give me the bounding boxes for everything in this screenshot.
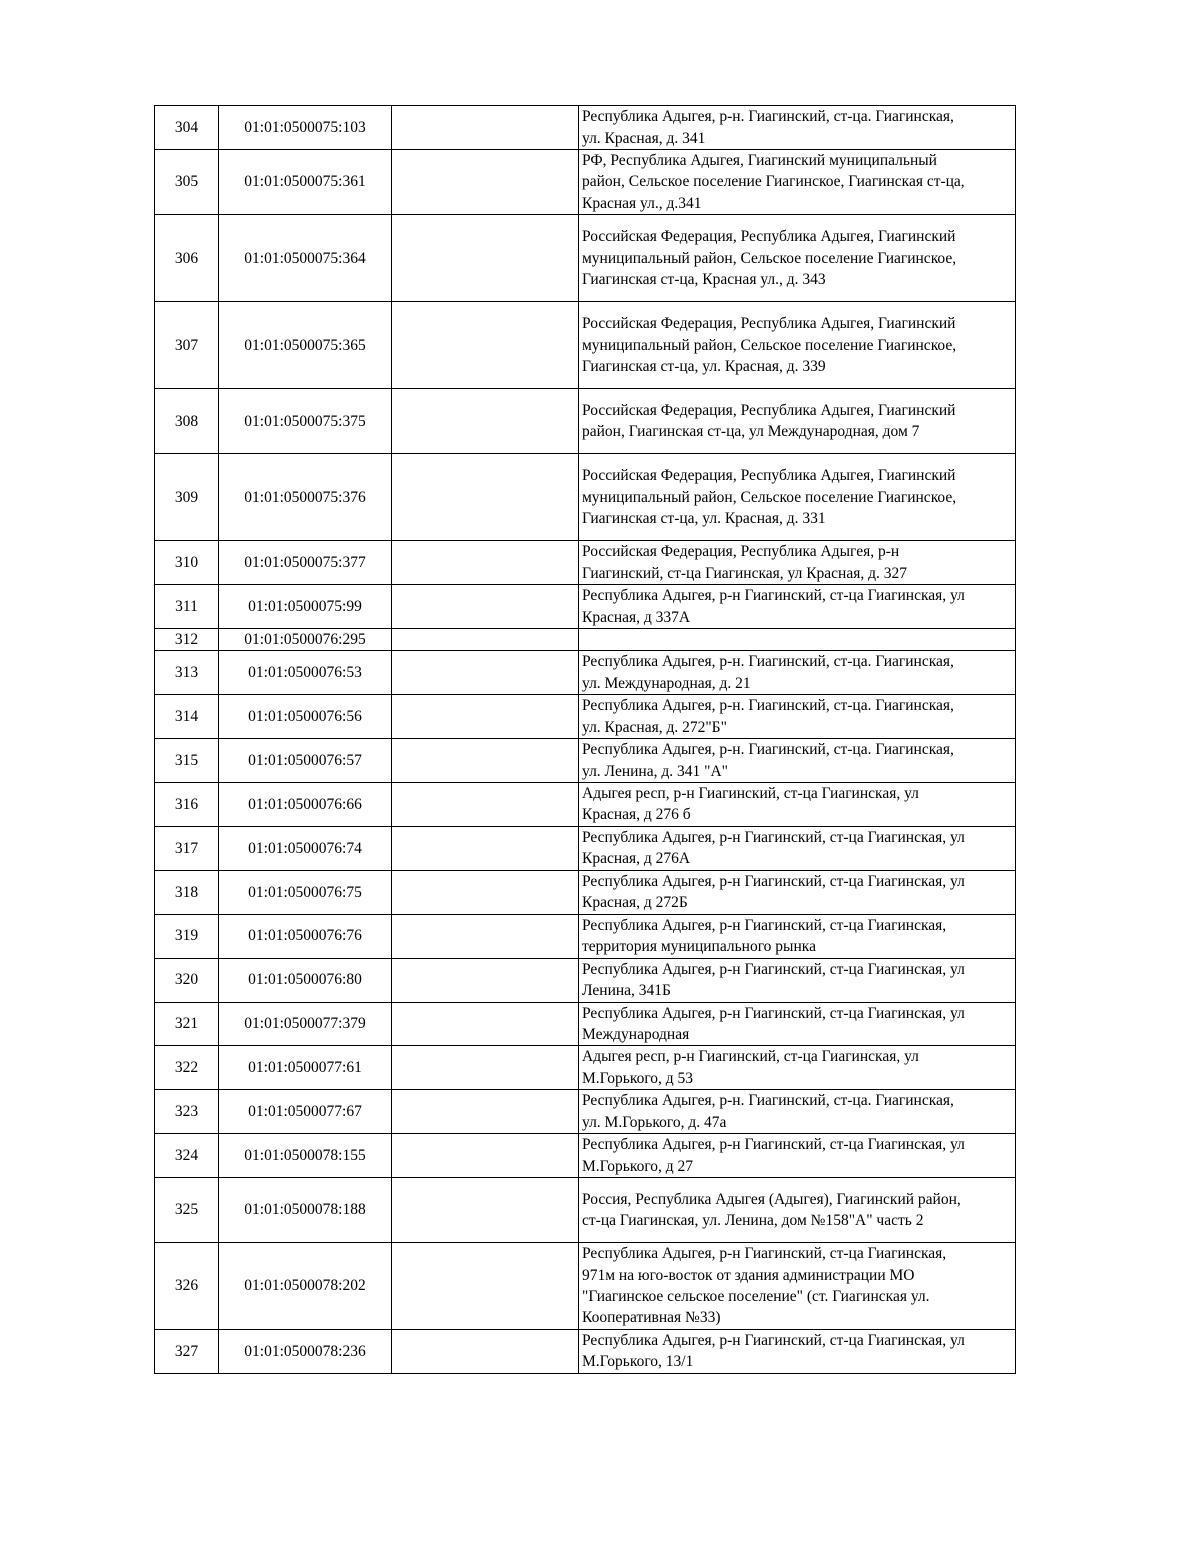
empty-cell — [392, 585, 579, 629]
row-number-cell: 326 — [155, 1242, 219, 1329]
empty-cell — [392, 215, 579, 302]
empty-cell — [392, 826, 579, 870]
address-cell: Республика Адыгея, р-н Гиагинский, ст-ца Гиагинская, ул Красная, д 337А — [579, 585, 1016, 629]
row-number-cell: 304 — [155, 106, 219, 150]
address-cell: Адыгея респ, р-н Гиагинский, ст-ца Гиагинская, ул М.Горького, д 53 — [579, 1046, 1016, 1090]
address-cell: Республика Адыгея, р-н Гиагинский, ст-ца Гиагинская, ул Красная, д 272Б — [579, 870, 1016, 914]
table-row — [155, 826, 1016, 870]
empty-cell — [392, 106, 579, 150]
table-row — [155, 389, 1016, 454]
row-number-cell: 320 — [155, 958, 219, 1002]
address-cell: Республика Адыгея, р-н Гиагинский, ст-ца Гиагинская, ул Международная — [579, 1002, 1016, 1046]
table-row — [155, 958, 1016, 1002]
cadastral-number-cell: 01:01:0500078:155 — [219, 1134, 392, 1178]
empty-cell — [392, 454, 579, 541]
cadastral-number-cell: 01:01:0500075:375 — [219, 389, 392, 454]
cadastral-number-cell: 01:01:0500075:364 — [219, 215, 392, 302]
table-row — [155, 1002, 1016, 1046]
table-row — [155, 651, 1016, 695]
cadastral-number-cell: 01:01:0500075:377 — [219, 541, 392, 585]
cadastral-number-cell: 01:01:0500077:379 — [219, 1002, 392, 1046]
address-cell: Республика Адыгея, р-н Гиагинский, ст-ца Гиагинская, территория муниципального рынка — [579, 914, 1016, 958]
address-cell: Российская Федерация, Республика Адыгея, Гиагинский район, Гиагинская ст-ца, ул Международная, дом 7 — [579, 389, 1016, 454]
empty-cell — [392, 958, 579, 1002]
row-number-cell: 313 — [155, 651, 219, 695]
cadastral-number-cell: 01:01:0500076:80 — [219, 958, 392, 1002]
address-cell: Республика Адыгея, р-н Гиагинский, ст-ца Гиагинская, 971м на юго-восток от здания администрации МО "Гиагинское сельское поселение" (ст. Гиагинская ул. Кооперативная №33) — [579, 1242, 1016, 1329]
table-row — [155, 1329, 1016, 1373]
row-number-cell: 324 — [155, 1134, 219, 1178]
registry-body — [155, 106, 1016, 1374]
cadastral-number-cell: 01:01:0500078:188 — [219, 1177, 392, 1242]
empty-cell — [392, 302, 579, 389]
cadastral-number-cell: 01:01:0500075:103 — [219, 106, 392, 150]
address-cell: Республика Адыгея, р-н Гиагинский, ст-ца Гиагинская, ул М.Горького, д 27 — [579, 1134, 1016, 1178]
table-row — [155, 1046, 1016, 1090]
empty-cell — [392, 1242, 579, 1329]
empty-cell — [392, 1329, 579, 1373]
row-number-cell: 307 — [155, 302, 219, 389]
table-row — [155, 1242, 1016, 1329]
row-number-cell: 315 — [155, 739, 219, 783]
cadastral-number-cell: 01:01:0500075:376 — [219, 454, 392, 541]
address-cell: Республика Адыгея, р-н Гиагинский, ст-ца Гиагинская, ул Ленина, 341Б — [579, 958, 1016, 1002]
empty-cell — [392, 150, 579, 215]
cadastral-number-cell: 01:01:0500076:56 — [219, 695, 392, 739]
empty-cell — [392, 1046, 579, 1090]
row-number-cell: 309 — [155, 454, 219, 541]
address-cell: Российская Федерация, Республика Адыгея, р-н Гиагинский, ст-ца Гиагинская, ул Красная, д. 327 — [579, 541, 1016, 585]
table-row — [155, 870, 1016, 914]
table-row — [155, 106, 1016, 150]
row-number-cell: 311 — [155, 585, 219, 629]
address-cell: РФ, Республика Адыгея, Гиагинский муниципальный район, Сельское поселение Гиагинское, Гиагинская ст-ца, Красная ул., д.341 — [579, 150, 1016, 215]
address-cell: Республика Адыгея, р-н. Гиагинский, ст-ца. Гиагинская, ул. Ленина, д. 341 "А" — [579, 739, 1016, 783]
row-number-cell: 323 — [155, 1090, 219, 1134]
cadastral-number-cell: 01:01:0500077:61 — [219, 1046, 392, 1090]
empty-cell — [392, 651, 579, 695]
registry-table — [154, 105, 1016, 1374]
table-row — [155, 1090, 1016, 1134]
cadastral-number-cell: 01:01:0500075:361 — [219, 150, 392, 215]
row-number-cell: 316 — [155, 783, 219, 827]
row-number-cell: 306 — [155, 215, 219, 302]
cadastral-number-cell: 01:01:0500076:74 — [219, 826, 392, 870]
address-cell: Республика Адыгея, р-н. Гиагинский, ст-ца. Гиагинская, ул. Красная, д. 272"Б" — [579, 695, 1016, 739]
cadastral-number-cell: 01:01:0500076:57 — [219, 739, 392, 783]
address-cell: Российская Федерация, Республика Адыгея, Гиагинский муниципальный район, Сельское поселение Гиагинское, Гиагинская ст-ца, ул. Красная, д. 339 — [579, 302, 1016, 389]
address-cell: Республика Адыгея, р-н Гиагинский, ст-ца Гиагинская, ул М.Горького, 13/1 — [579, 1329, 1016, 1373]
address-cell: Российская Федерация, Республика Адыгея, Гиагинский муниципальный район, Сельское поселение Гиагинское, Гиагинская ст-ца, Красная ул., д. 343 — [579, 215, 1016, 302]
table-row — [155, 541, 1016, 585]
table-row — [155, 302, 1016, 389]
cadastral-number-cell: 01:01:0500075:99 — [219, 585, 392, 629]
row-number-cell: 322 — [155, 1046, 219, 1090]
empty-cell — [392, 1177, 579, 1242]
table-row — [155, 739, 1016, 783]
table-row — [155, 783, 1016, 827]
empty-cell — [392, 870, 579, 914]
table-row — [155, 695, 1016, 739]
cadastral-number-cell: 01:01:0500076:66 — [219, 783, 392, 827]
empty-cell — [392, 783, 579, 827]
row-number-cell: 308 — [155, 389, 219, 454]
cadastral-number-cell: 01:01:0500078:236 — [219, 1329, 392, 1373]
table-row — [155, 454, 1016, 541]
cadastral-number-cell: 01:01:0500076:295 — [219, 629, 392, 651]
row-number-cell: 305 — [155, 150, 219, 215]
address-cell: Республика Адыгея, р-н Гиагинский, ст-ца Гиагинская, ул Красная, д 276А — [579, 826, 1016, 870]
row-number-cell: 325 — [155, 1177, 219, 1242]
address-cell: Республика Адыгея, р-н. Гиагинский, ст-ца. Гиагинская, ул. М.Горького, д. 47а — [579, 1090, 1016, 1134]
table-row — [155, 585, 1016, 629]
empty-cell — [392, 914, 579, 958]
table-row — [155, 629, 1016, 651]
cadastral-number-cell: 01:01:0500078:202 — [219, 1242, 392, 1329]
table-row — [155, 914, 1016, 958]
row-number-cell: 321 — [155, 1002, 219, 1046]
cadastral-number-cell: 01:01:0500075:365 — [219, 302, 392, 389]
address-cell: Россия, Республика Адыгея (Адыгея), Гиагинский район, ст-ца Гиагинская, ул. Ленина, дом №158"А" часть 2 — [579, 1177, 1016, 1242]
empty-cell — [392, 389, 579, 454]
table-row — [155, 150, 1016, 215]
row-number-cell: 318 — [155, 870, 219, 914]
table-row — [155, 215, 1016, 302]
table-row — [155, 1134, 1016, 1178]
row-number-cell: 310 — [155, 541, 219, 585]
cadastral-number-cell: 01:01:0500076:75 — [219, 870, 392, 914]
address-cell: Республика Адыгея, р-н. Гиагинский, ст-ца. Гиагинская, ул. Международная, д. 21 — [579, 651, 1016, 695]
row-number-cell: 312 — [155, 629, 219, 651]
empty-cell — [392, 1090, 579, 1134]
address-cell: Адыгея респ, р-н Гиагинский, ст-ца Гиагинская, ул Красная, д 276 б — [579, 783, 1016, 827]
empty-cell — [392, 739, 579, 783]
empty-cell — [392, 1134, 579, 1178]
empty-cell — [392, 629, 579, 651]
empty-cell — [392, 541, 579, 585]
empty-cell — [392, 695, 579, 739]
address-cell: Российская Федерация, Республика Адыгея, Гиагинский муниципальный район, Сельское поселение Гиагинское, Гиагинская ст-ца, ул. Красная, д. 331 — [579, 454, 1016, 541]
row-number-cell: 327 — [155, 1329, 219, 1373]
address-cell — [579, 629, 1016, 651]
row-number-cell: 314 — [155, 695, 219, 739]
cadastral-number-cell: 01:01:0500077:67 — [219, 1090, 392, 1134]
empty-cell — [392, 1002, 579, 1046]
address-cell: Республика Адыгея, р-н. Гиагинский, ст-ца. Гиагинская, ул. Красная, д. 341 — [579, 106, 1016, 150]
cadastral-number-cell: 01:01:0500076:53 — [219, 651, 392, 695]
row-number-cell: 317 — [155, 826, 219, 870]
table-row — [155, 1177, 1016, 1242]
row-number-cell: 319 — [155, 914, 219, 958]
cadastral-number-cell: 01:01:0500076:76 — [219, 914, 392, 958]
